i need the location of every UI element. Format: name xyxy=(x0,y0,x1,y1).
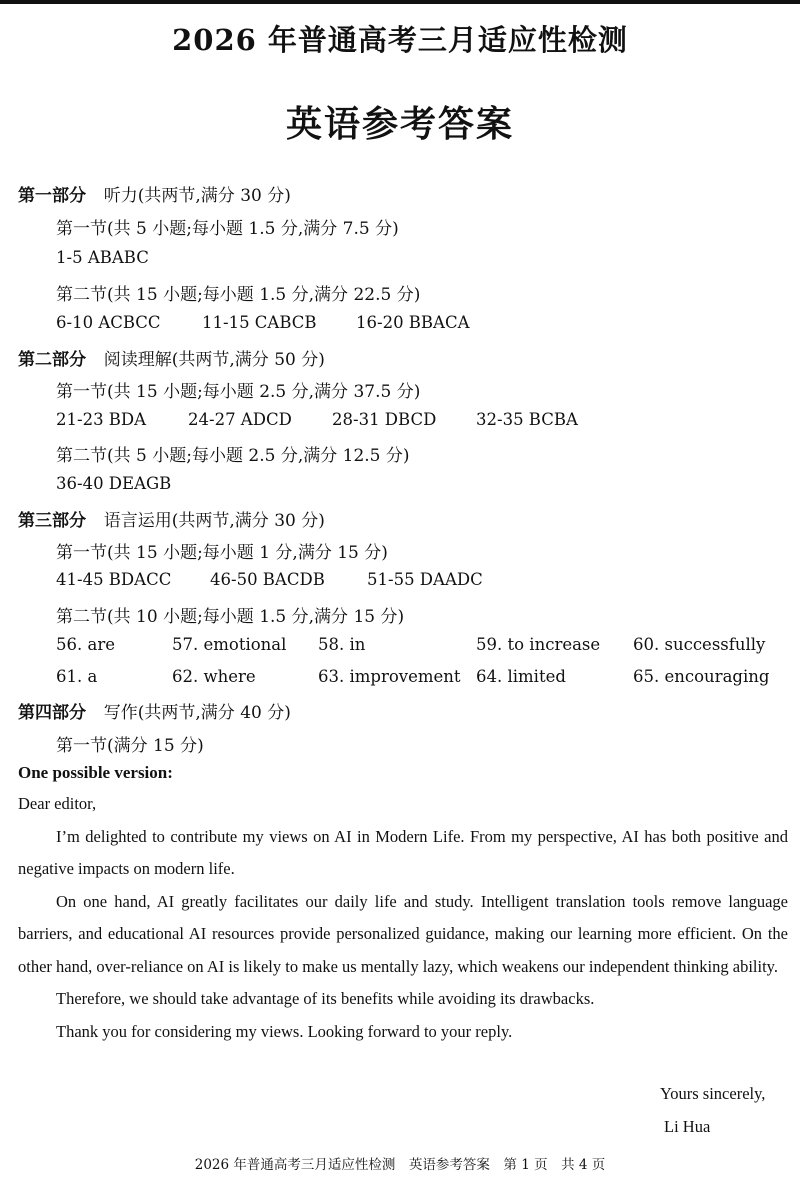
part3-section2-label: 第二节(共 10 小题;每小题 1.5 分,满分 15 分) xyxy=(56,607,405,627)
part3-name: 第三部分 xyxy=(18,511,86,531)
sample-essay-heading: One possible version: xyxy=(18,763,173,782)
essay-signature: Li Hua xyxy=(664,1117,711,1136)
part3-section1-label: 第一节(共 15 小题;每小题 1 分,满分 15 分) xyxy=(56,543,388,563)
part2-section1-label: 第一节(共 15 小题;每小题 2.5 分,满分 37.5 分) xyxy=(56,382,421,402)
part3-heading xyxy=(18,506,325,531)
answer-group: 1-5 ABABC xyxy=(56,248,149,267)
part4-section1-label: 第一节(满分 15 分) xyxy=(56,736,204,756)
part4-desc: 写作(共两节,满分 40 分) xyxy=(103,703,291,723)
answer-group: 16-20 BBACA xyxy=(356,313,470,332)
answer-group: 51-55 DAADC xyxy=(367,570,483,589)
answer-item: 65. encouraging xyxy=(633,667,770,686)
answer-group: 24-27 ADCD xyxy=(188,410,292,429)
answer-group: 11-15 CABCB xyxy=(202,313,317,332)
answer-group: 46-50 BACDB xyxy=(210,570,325,589)
answer-item: 59. to increase xyxy=(476,635,601,654)
essay-greeting: Dear editor, xyxy=(18,794,97,813)
answer-item: 62. where xyxy=(172,667,256,686)
part2-section2-label: 第二节(共 5 小题;每小题 2.5 分,满分 12.5 分) xyxy=(56,446,410,466)
part1-heading xyxy=(18,181,291,206)
answer-group: 21-23 BDA xyxy=(56,410,147,429)
answer-group: 41-45 BDACC xyxy=(56,570,172,589)
page-footer: 2026 年普通高考三月适应性检测 英语参考答案 第 1 页 共 4 页 xyxy=(194,1157,606,1173)
part4-name: 第四部分 xyxy=(18,703,86,723)
part3-desc: 语言运用(共两节,满分 30 分) xyxy=(103,511,325,531)
answer-group: 6-10 ACBCC xyxy=(56,313,161,332)
part2-name: 第二部分 xyxy=(18,350,86,370)
essay-paragraph: Therefore, we should take advantage of its benefits while avoiding its drawbacks. xyxy=(56,989,595,1008)
essay-paragraph: I’m delighted to contribute my views on AI in Modern Life. From my perspective, AI has both positive and negative impacts on modern life. xyxy=(18,826,788,878)
answer-item: 56. are xyxy=(56,635,115,654)
part1-section2-label: 第二节(共 15 小题;每小题 1.5 分,满分 22.5 分) xyxy=(56,285,421,305)
essay-paragraph: Thank you for considering my views. Looking forward to your reply. xyxy=(56,1021,513,1041)
essay-closing: Yours sincerely, xyxy=(660,1084,766,1103)
exam-title: 2026 年普通高考三月适应性检测 xyxy=(172,23,628,57)
part1-name: 第一部分 xyxy=(18,186,86,206)
answer-item: 60. successfully xyxy=(633,635,766,654)
answer-group: 36-40 DEAGB xyxy=(56,474,172,493)
answer-item: 58. in xyxy=(318,635,366,654)
answer-group: 28-31 DBCD xyxy=(332,410,437,429)
answer-item: 61. a xyxy=(56,667,98,686)
answer-item: 64. limited xyxy=(476,667,566,686)
answer-group: 32-35 BCBA xyxy=(476,410,578,429)
part4-heading xyxy=(18,698,291,723)
part1-section1-label: 第一节(共 5 小题;每小题 1.5 分,满分 7.5 分) xyxy=(56,219,399,239)
top-border xyxy=(0,0,800,4)
part1-desc: 听力(共两节,满分 30 分) xyxy=(103,186,291,206)
essay-paragraph: On one hand, AI greatly facilitates our daily life and study. Intelligent translation tools remove language barriers, and educational AI resources provide personalized guidance, making our learning more efficient. On the other hand, over-reliance on AI is likely to make us mentally lazy, which weakens our independent thinking ability. xyxy=(18,891,788,976)
answer-item: 63. improvement xyxy=(318,667,461,686)
part2-desc: 阅读理解(共两节,满分 50 分) xyxy=(103,350,325,370)
part2-heading xyxy=(18,345,325,370)
sample-essay xyxy=(18,788,788,1048)
answer-item: 57. emotional xyxy=(172,635,287,654)
document-subtitle: 英语参考答案 xyxy=(285,103,514,145)
